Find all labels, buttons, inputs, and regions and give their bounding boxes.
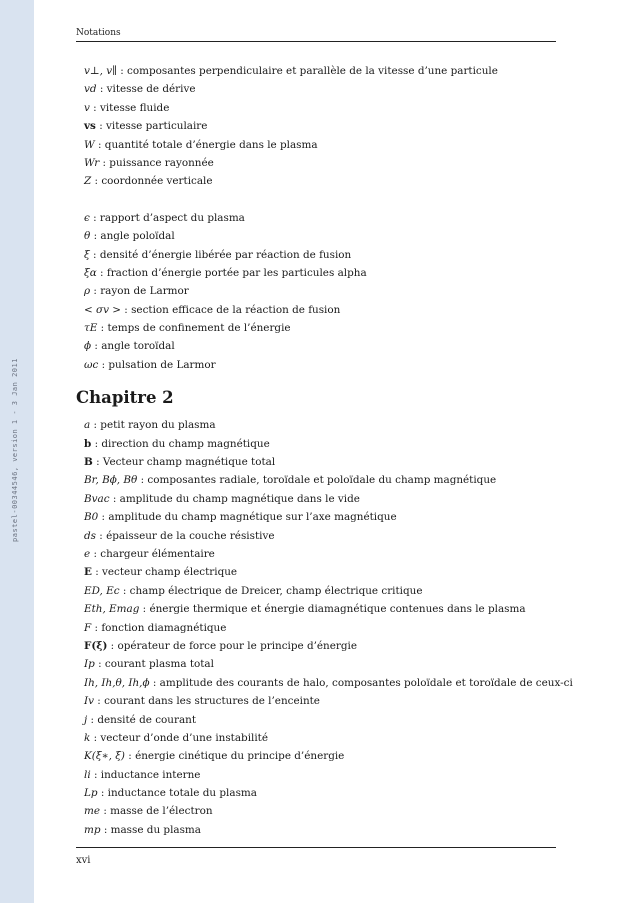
notation-entry [76, 619, 566, 637]
notation-entry [76, 117, 566, 135]
notation-symbol: v [84, 101, 90, 114]
notation-symbol: K(ξ∗, ξ) [84, 750, 125, 763]
notation-description: : composantes perpendiculaire et parallèle de la vitesse d’une particule [116, 65, 498, 77]
notation-symbol: Lp [84, 787, 98, 800]
notation-symbol: vd [84, 83, 97, 96]
notation-entry [76, 784, 566, 802]
page-number: xvi [76, 855, 91, 866]
notation-entry [76, 282, 566, 300]
notation-description: : vitesse de dérive [96, 83, 196, 96]
notation-description: : masse du plasma [100, 823, 201, 836]
notation-description: : épaisseur de la couche résistive [95, 529, 275, 542]
notation-symbol: Ip [84, 658, 95, 671]
notation-entry [76, 416, 566, 434]
notation-symbol: vs [84, 120, 96, 133]
notation-symbol: τE [84, 322, 98, 335]
notation-entry [76, 246, 566, 264]
notation-description: : masse de l’électron [100, 805, 213, 818]
notation-entry [76, 674, 573, 692]
notation-description: : champ électrique de Dreicer, champ électrique critique [119, 584, 423, 597]
notation-symbol: k [84, 731, 91, 744]
notation-description: : coordonnée verticale [91, 175, 213, 188]
notation-entry [76, 490, 566, 508]
notation-description: : rayon de Larmor [90, 285, 189, 298]
notation-entry [76, 471, 566, 489]
notation-description: : fonction diamagnétique [91, 621, 227, 634]
notation-description: : composantes radiale, toroïdale et poloïdale du champ magnétique [137, 474, 497, 487]
notation-symbol: θ [84, 230, 91, 243]
notation-description: : temps de confinement de l’énergie [97, 322, 291, 335]
notation-description: : amplitude des courants de halo, composantes poloïdale et toroïdale de ceux-ci [149, 676, 573, 689]
notation-description: : section efficace de la réaction de fusion [120, 303, 341, 316]
header-rule [76, 41, 556, 42]
notation-symbol: ρ [84, 285, 91, 298]
notation-description: : énergie thermique et énergie diamagnétique contenues dans le plasma [139, 603, 526, 616]
notation-entry [76, 136, 566, 154]
notation-symbol: e [84, 547, 91, 560]
notation-entry [76, 99, 566, 117]
notation-entry [76, 802, 566, 820]
notation-symbol: Bvac [84, 492, 110, 505]
notation-entry [76, 692, 566, 710]
notation-symbol: mp [84, 823, 101, 836]
notation-symbol: W [84, 138, 95, 151]
notation-entry [76, 527, 566, 545]
chapter-heading: Chapitre 2 [76, 388, 174, 408]
notation-description: : vitesse fluide [89, 101, 170, 114]
notation-symbol: Z [84, 175, 92, 188]
notation-description: : chargeur élémentaire [90, 547, 215, 560]
notation-description: : amplitude du champ magnétique dans le vide [109, 492, 360, 505]
notation-entry [76, 821, 566, 839]
notation-entry [76, 264, 566, 282]
footer-rule [76, 847, 556, 848]
notation-entry [76, 453, 566, 471]
notation-symbol: F [84, 621, 92, 634]
notation-description: : inductance interne [90, 768, 201, 781]
notation-symbol: ξα [84, 266, 97, 279]
running-header: Notations [76, 28, 121, 38]
notation-description: : direction du champ magnétique [91, 437, 270, 450]
notation-description: : amplitude du champ magnétique sur l’axe magnétique [98, 511, 397, 524]
notation-description: : inductance totale du plasma [97, 787, 257, 800]
notation-entry [76, 301, 566, 319]
notation-group-2 [76, 209, 566, 375]
notation-entry [76, 319, 566, 337]
notation-symbol: Eth, Emag [84, 603, 140, 616]
notation-symbol: ϕ [84, 340, 92, 353]
notation-entry [76, 62, 566, 80]
notation-symbol: Ih, Ih,θ, Ih,ϕ [84, 676, 150, 689]
notation-symbol: v⊥, v∥ [84, 65, 117, 77]
notation-description: : Vecteur champ magnétique total [92, 456, 276, 469]
notation-description: : angle poloïdal [90, 230, 175, 243]
archive-watermark: pastel-00344546, version 1 - 3 Jan 2011 [11, 358, 19, 542]
notation-entry [76, 766, 566, 784]
notation-description: : densité de courant [87, 713, 197, 726]
notation-symbol: b [84, 437, 92, 450]
notation-symbol: B [84, 456, 93, 469]
notation-description: : quantité totale d’énergie dans le plasma [94, 138, 318, 151]
notation-list [76, 62, 573, 839]
notation-entry [76, 711, 566, 729]
notation-description: : énergie cinétique du principe d’énergie [124, 750, 345, 763]
notation-entry [76, 545, 566, 563]
notation-description: : rapport d’aspect du plasma [89, 211, 245, 224]
notation-entry [76, 435, 566, 453]
notation-description: : petit rayon du plasma [90, 419, 216, 432]
notation-symbol: B0 [84, 511, 99, 524]
notation-symbol: me [84, 805, 101, 818]
group-spacer [76, 191, 566, 209]
notation-entry [76, 637, 566, 655]
notation-description: : courant dans les structures de l’enceinte [93, 695, 320, 708]
notation-symbol: F(ξ) [84, 639, 108, 652]
notation-symbol: li [84, 768, 91, 781]
notation-symbol: Wr [84, 156, 100, 169]
notation-description: : vecteur champ électrique [91, 566, 238, 579]
notation-description: : courant plasma total [94, 658, 214, 671]
notation-symbol: E [84, 566, 92, 579]
notation-entry [76, 729, 566, 747]
notation-entry [76, 563, 566, 581]
notation-symbol: ED, Ec [84, 584, 120, 597]
notation-entry [76, 172, 566, 190]
notation-symbol: ξ [84, 248, 90, 261]
notation-symbol: ωc [84, 358, 99, 371]
notation-entry [76, 227, 566, 245]
notation-description: : vecteur d’onde d’une instabilité [90, 731, 268, 744]
notation-entry [76, 747, 566, 765]
notation-group-1 [76, 62, 566, 191]
notation-group-3 [76, 416, 573, 839]
notation-symbol: < σv > [84, 303, 121, 316]
notation-description: : fraction d’énergie portée par les particules alpha [96, 266, 367, 279]
notation-description: : puissance rayonnée [99, 156, 214, 169]
notation-symbol: ϵ [84, 211, 90, 224]
notation-entry [76, 337, 566, 355]
notation-symbol: a [84, 419, 91, 432]
notation-symbol: Iv [84, 695, 94, 708]
notation-description: : vitesse particulaire [95, 120, 208, 133]
notation-entry [76, 508, 566, 526]
notation-entry [76, 356, 566, 374]
notation-entry [76, 655, 566, 673]
notation-description: : pulsation de Larmor [98, 358, 216, 371]
notation-description: : opérateur de force pour le principe d’énergie [107, 639, 357, 652]
notation-entry [76, 80, 566, 98]
notation-description: : angle toroïdal [91, 340, 175, 353]
notation-entry [76, 600, 566, 618]
notation-entry [76, 582, 566, 600]
notation-symbol: Br, Bϕ, Bθ [84, 474, 138, 487]
notation-symbol: j [84, 713, 88, 726]
notation-description: : densité d’énergie libérée par réaction de fusion [89, 248, 352, 261]
notation-entry [76, 209, 566, 227]
notation-symbol: ds [84, 529, 96, 542]
notation-entry [76, 154, 566, 172]
